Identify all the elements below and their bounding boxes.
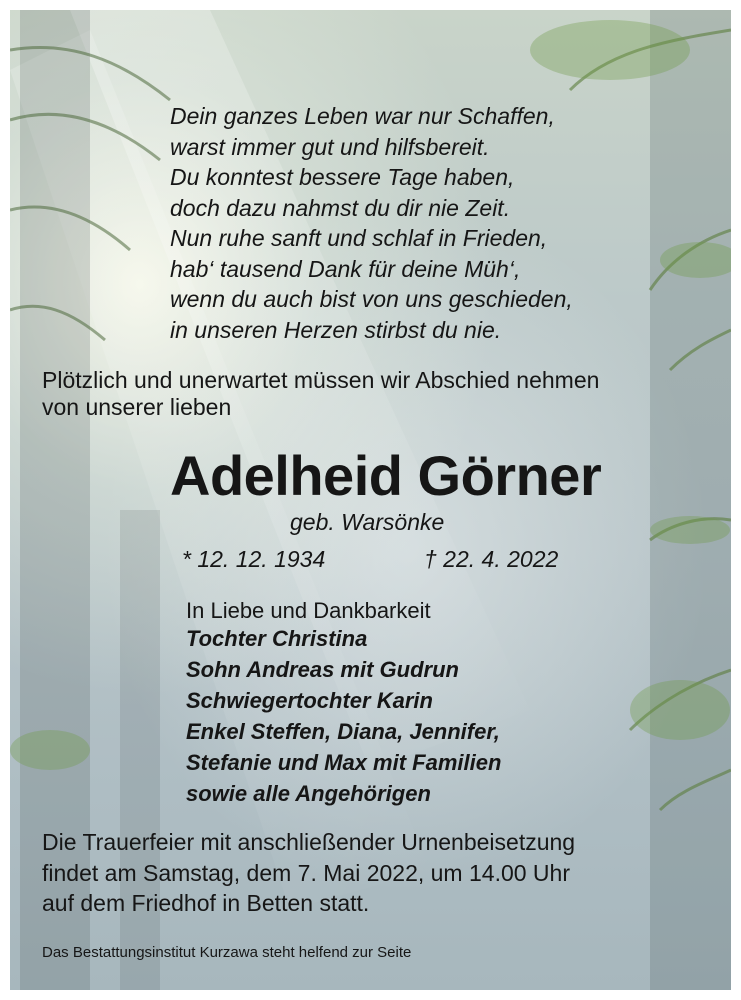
poem-line: warst immer gut und hilfsbereit. [170, 133, 490, 160]
funeral-line: findet am Samstag, dem 7. Mai 2022, um 14.00 Uhr [42, 859, 570, 886]
deceased-name: Adelheid Görner [170, 444, 602, 507]
poem [170, 101, 573, 345]
death-date: † 22. 4. 2022 [424, 546, 559, 572]
intro-text [42, 367, 599, 421]
birth-date: * 12. 12. 1934 [182, 546, 326, 572]
family-line: Enkel Steffen, Diana, Jennifer, [186, 719, 500, 744]
poem-line: in unseren Herzen stirbst du nie. [170, 316, 502, 343]
funeral-home-note: Das Bestattungsinstitut Kurzawa steht helfend zur Seite [42, 944, 412, 961]
birth-name: geb. Warsönke [290, 509, 445, 535]
family-line: Schwiegertochter Karin [186, 688, 433, 713]
poem-line: hab‘ tausend Dank für deine Müh‘, [170, 255, 521, 282]
poem-line: Du konntest bessere Tage haben, [170, 164, 515, 190]
family-line: sowie alle Angehörigen [186, 781, 431, 806]
family-line: Sohn Andreas mit Gudrun [186, 657, 459, 682]
funeral-line: Die Trauerfeier mit anschließender Urnenbeisetzung [42, 829, 576, 855]
family-list [186, 623, 501, 809]
funeral-info [42, 827, 575, 919]
intro-line: Plötzlich und unerwartet müssen wir Abschied nehmen [42, 367, 600, 393]
poem-line: Dein ganzes Leben war nur Schaffen, [170, 103, 555, 129]
funeral-line: auf dem Friedhof in Betten statt. [42, 890, 370, 916]
greeting: In Liebe und Dankbarkeit [186, 598, 431, 623]
family-line: Stefanie und Max mit Familien [186, 750, 502, 775]
poem-line: Nun ruhe sanft und schlaf in Frieden, [170, 225, 548, 251]
obituary-card [10, 10, 731, 990]
poem-line: doch dazu nahmst du dir nie Zeit. [170, 194, 511, 221]
family-line: Tochter Christina [186, 626, 368, 651]
intro-line: von unserer lieben [42, 394, 232, 420]
poem-line: wenn du auch bist von uns geschieden, [170, 286, 573, 312]
